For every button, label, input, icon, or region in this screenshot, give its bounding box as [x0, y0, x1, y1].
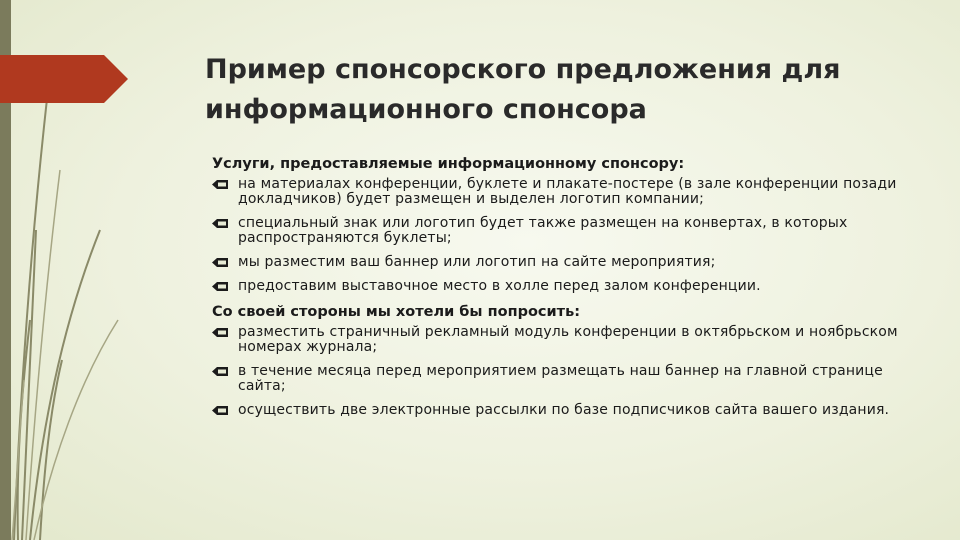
requests-list — [212, 325, 912, 418]
list-item-text: в течение месяца перед мероприятием размещать наш баннер на главной странице сайта; — [238, 363, 883, 394]
section-heading-requests: Со своей стороны мы хотели бы попросить: — [212, 304, 581, 320]
list-item — [212, 177, 912, 207]
pencil-bullet-icon — [212, 327, 230, 338]
list-item — [212, 279, 912, 294]
list-item — [212, 325, 912, 355]
pencil-bullet-icon — [212, 405, 230, 416]
list-item — [212, 364, 912, 394]
page-title — [205, 50, 925, 130]
pencil-bullet-icon — [212, 257, 230, 268]
pencil-bullet-icon — [212, 218, 230, 229]
title-line-1: Пример спонсорского предложения для — [205, 54, 841, 85]
title-accent-arrow — [0, 55, 128, 103]
section-heading-services: Услуги, предоставляемые информационному спонсору: — [212, 156, 685, 172]
list-item-text: мы разместим ваш баннер или логотип на сайте мероприятия; — [238, 254, 716, 270]
pencil-bullet-icon — [212, 179, 230, 190]
list-item — [212, 255, 912, 270]
list-item-text: на материалах конференции, буклете и плакате-постере (в зале конференции позади докладчиков) будет размещен и выделен логотип компании; — [238, 176, 897, 207]
list-item-text: осуществить две электронные рассылки по базе подписчиков сайта вашего издания. — [238, 402, 890, 418]
list-item-text: предоставим выставочное место в холле перед залом конференции. — [238, 278, 761, 294]
pencil-bullet-icon — [212, 366, 230, 377]
list-item — [212, 216, 912, 246]
slide-content — [212, 155, 912, 427]
list-item-text: специальный знак или логотип будет также размещен на конвертах, в которых распространяются буклеты; — [238, 215, 848, 246]
title-line-2: информационного спонсора — [205, 94, 647, 125]
pencil-bullet-icon — [212, 281, 230, 292]
services-list — [212, 177, 912, 294]
list-item-text: разместить страничный рекламный модуль конференции в октябрьском и ноябрьском номерах журнала; — [238, 324, 898, 355]
list-item — [212, 403, 912, 418]
